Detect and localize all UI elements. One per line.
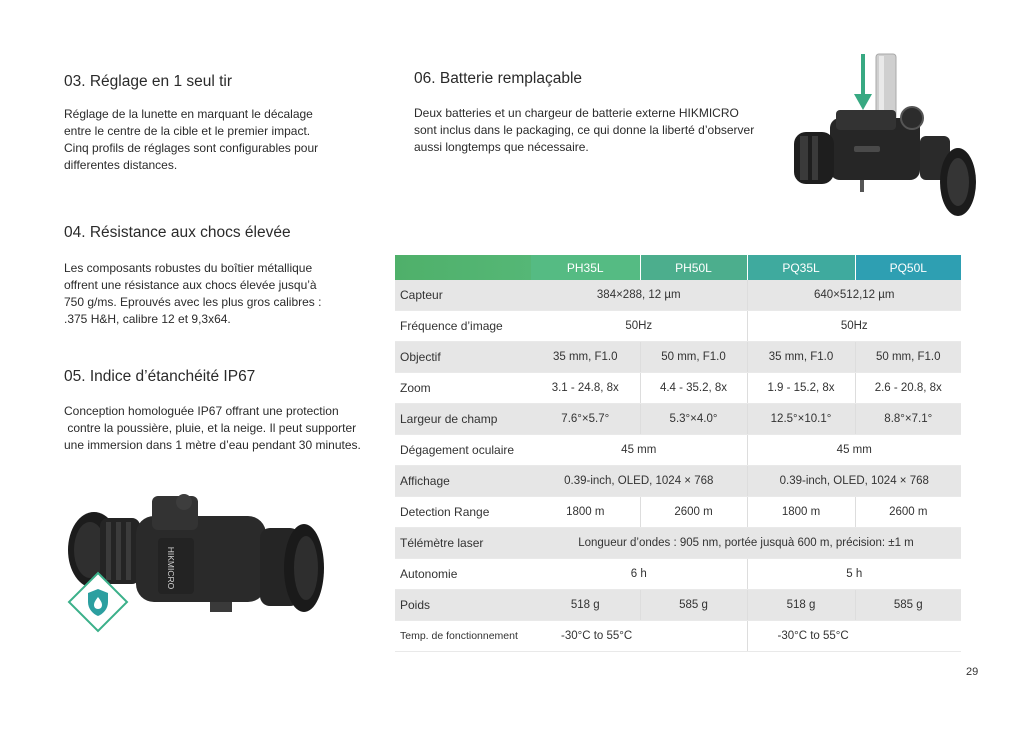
- table-row: [395, 590, 961, 621]
- cell: 12.5°×10.1°: [747, 404, 855, 435]
- header-pq35l: PQ35L: [747, 255, 855, 280]
- section-05-body: [64, 403, 394, 454]
- row-label: Detection Range: [395, 497, 531, 528]
- row-label: Poids: [395, 590, 531, 621]
- section-05-line: une immersion dans 1 mètre d’eau pendant 30 minutes.: [64, 438, 361, 452]
- scope-battery-illustration: [790, 50, 980, 225]
- row-label: Autonomie: [395, 559, 531, 590]
- header-ph50l: PH50L: [640, 255, 747, 280]
- brand-mark: HIKMICRO: [166, 546, 176, 590]
- section-04-line: .375 H&H, calibre 12 et 9,3x64.: [64, 312, 231, 326]
- table-row: [395, 280, 961, 311]
- table-row: [395, 435, 961, 466]
- table-header-row: [395, 255, 961, 280]
- table-row: [395, 342, 961, 373]
- row-label: Objectif: [395, 342, 531, 373]
- cell-pq: 50Hz: [747, 311, 961, 342]
- cell: 1800 m: [531, 497, 640, 528]
- header-blank: [395, 255, 531, 280]
- cell-pq: 640×512,12 µm: [747, 280, 961, 311]
- cell-ph: 6 h: [531, 559, 747, 590]
- row-label: Fréquence d’image: [395, 311, 531, 342]
- page-number: 29: [966, 666, 979, 678]
- section-06-line: aussi longtemps que nécessaire.: [414, 140, 589, 154]
- section-06-line: Deux batteries et un chargeur de batterie externe HIKMICRO: [414, 106, 739, 120]
- section-03-line: Réglage de la lunette en marquant le décalage: [64, 107, 313, 121]
- section-04-line: offrent une résistance aux chocs élevée jusqu’à: [64, 278, 317, 292]
- section-06-title: 06. Batterie remplaçable: [414, 70, 583, 87]
- header-pq50l: PQ50L: [855, 255, 961, 280]
- cell: 50 mm, F1.0: [640, 342, 747, 373]
- cell: 50 mm, F1.0: [855, 342, 961, 373]
- row-label: Temp. de fonctionnement: [395, 621, 531, 652]
- cell: 1800 m: [747, 497, 855, 528]
- cell: 585 g: [640, 590, 747, 621]
- cell-ph: 50Hz: [531, 311, 747, 342]
- section-03-body: [64, 106, 384, 174]
- section-03-line: Cinq profils de réglages sont configurables pour: [64, 141, 319, 155]
- cell-ph: 384×288, 12 µm: [531, 280, 747, 311]
- cell: 2600 m: [640, 497, 747, 528]
- cell: 8.8°×7.1°: [855, 404, 961, 435]
- row-label: Affichage: [395, 466, 531, 497]
- row-label: Largeur de champ: [395, 404, 531, 435]
- header-ph35l: PH35L: [531, 255, 640, 280]
- cell-pq: 0.39-inch, OLED, 1024 × 768: [747, 466, 961, 497]
- section-04-body: [64, 260, 384, 328]
- section-04-title: 04. Résistance aux chocs élevée: [64, 224, 291, 241]
- specs-table: [395, 255, 961, 652]
- cell: 585 g: [855, 590, 961, 621]
- cell-pq: 45 mm: [747, 435, 961, 466]
- cell-all: Longueur d’ondes : 905 nm, portée jusquà 600 m, précision: ±1 m: [531, 528, 961, 559]
- cell: 35 mm, F1.0: [747, 342, 855, 373]
- table-row: [395, 466, 961, 497]
- table-row: [395, 404, 961, 435]
- section-03-title: 03. Réglage en 1 seul tir: [64, 73, 233, 90]
- cell: 7.6°×5.7°: [531, 404, 640, 435]
- section-05-line: Conception homologuée IP67 offrant une protection: [64, 404, 339, 418]
- cell: 4.4 - 35.2, 8x: [640, 373, 747, 404]
- cell: 3.1 - 24.8, 8x: [531, 373, 640, 404]
- cell-ph: -30°C to 55°C: [531, 621, 747, 652]
- cell: 35 mm, F1.0: [531, 342, 640, 373]
- section-05-line: contre la poussière, pluie, et la neige. Il peut supporter: [64, 421, 357, 435]
- section-06-line: sont inclus dans le packaging, ce qui donne la liberté d’observer: [414, 123, 755, 137]
- row-label: Télémètre laser: [395, 528, 531, 559]
- section-03-line: entre le centre de la cible et le premier impact.: [64, 124, 311, 138]
- cell: 5.3°×4.0°: [640, 404, 747, 435]
- row-label: Zoom: [395, 373, 531, 404]
- section-06-body: [414, 105, 784, 156]
- row-label: Dégagement oculaire: [395, 435, 531, 466]
- table-row: [395, 559, 961, 590]
- cell: 518 g: [747, 590, 855, 621]
- cell: 1.9 - 15.2, 8x: [747, 373, 855, 404]
- table-row: [395, 497, 961, 528]
- cell-pq: -30°C to 55°C: [747, 621, 961, 652]
- cell-pq: 5 h: [747, 559, 961, 590]
- section-03-line: differentes distances.: [64, 158, 178, 172]
- table-row: [395, 528, 961, 559]
- table-row: [395, 621, 961, 652]
- row-label: Capteur: [395, 280, 531, 311]
- waterproof-badge: [66, 570, 130, 634]
- section-04-line: Les composants robustes du boîtier métallique: [64, 261, 313, 275]
- section-05-title: 05. Indice d’étanchéité IP67: [64, 368, 256, 385]
- cell: 2600 m: [855, 497, 961, 528]
- table-row: [395, 373, 961, 404]
- cell: 2.6 - 20.8, 8x: [855, 373, 961, 404]
- cell-ph: 0.39-inch, OLED, 1024 × 768: [531, 466, 747, 497]
- cell: 518 g: [531, 590, 640, 621]
- cell-ph: 45 mm: [531, 435, 747, 466]
- section-04-line: 750 g/ms. Eprouvés avec les plus gros calibres :: [64, 295, 322, 309]
- arrow-down-icon: [854, 54, 872, 110]
- table-row: [395, 311, 961, 342]
